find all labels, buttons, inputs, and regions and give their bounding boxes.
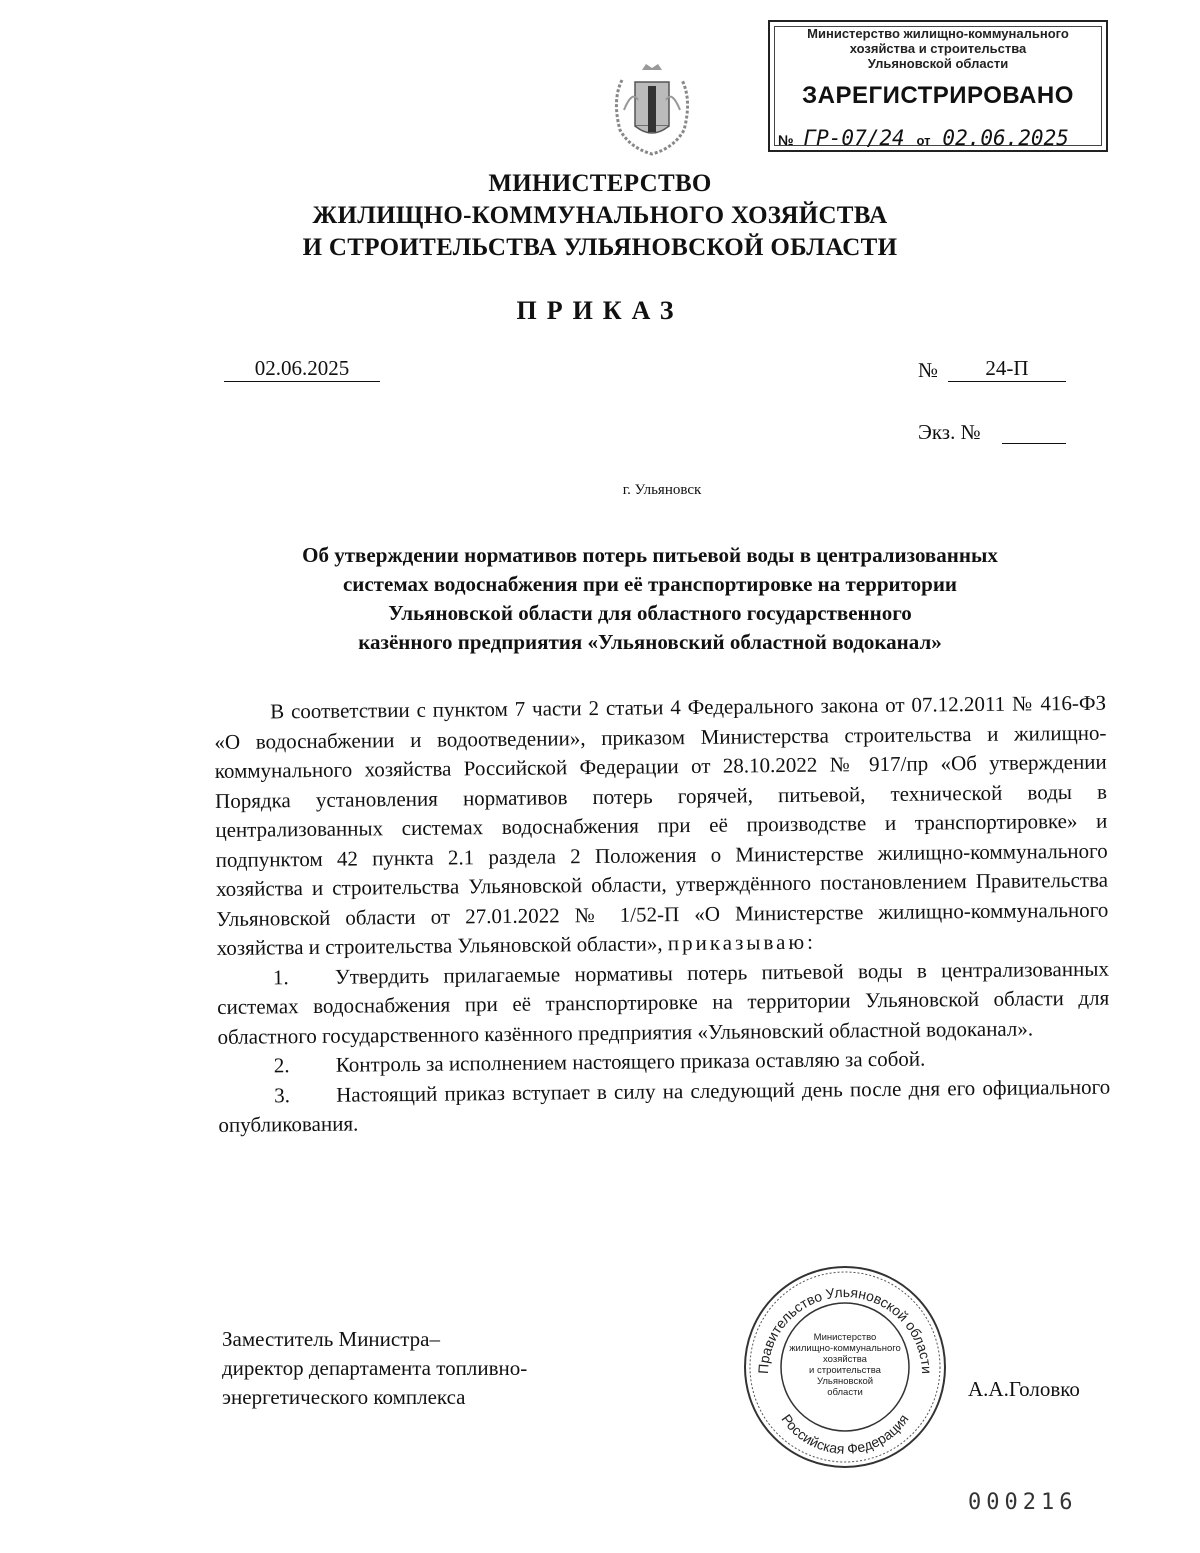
order-item-number: 2. [273, 1053, 290, 1078]
order-item-number: 3. [274, 1082, 291, 1107]
order-item [218, 1072, 1111, 1140]
order-item-text: Контроль за исполнением настоящего приказа оставляю за собой. [335, 1046, 926, 1077]
seal-inner-line: хозяйства [823, 1354, 867, 1365]
seal-inner-line: области [827, 1387, 863, 1398]
order-subject-line: казённого предприятия «Ульяновский областной водоканал» [358, 630, 942, 654]
signer-name: А.А.Головко [968, 1377, 1080, 1401]
order-word: приказываю: [667, 929, 817, 956]
organization-name-line: МИНИСТЕРСТВО [488, 170, 712, 197]
order-subject-line: Ульяновской области для областного государственного [388, 601, 912, 625]
order-subject-line: системах водоснабжения при её транспортировке на территории [342, 572, 958, 596]
serial-number: 000216 [968, 1490, 1078, 1515]
registration-number-label: № [778, 132, 794, 148]
seal-outer-bottom-text: Российская Федерация [778, 1411, 912, 1457]
registration-stamp [768, 20, 1108, 152]
order-preamble-text: В соответствии с пунктом 7 части 2 статьи 4 Федерального закона от 07.12.2011 № 416-ФЗ «О водоснабжении и водоотведении», приказом Министерства строительства и жилищно-коммунального хозяйства Российской Федерации от 28.10.2022 № 917/пр «Об утверждении Порядка установления нормативов потерь горячей, питьевой, технической воды в централизованных системах водоснабжения при её производстве и транспортировке» и подпунктом 42 пункта 2.1 раздела 2 Положения о Министерстве жилищно-коммунального хозяйства и строительства Ульяновской области, утверждённого постановлением Правительства Ульяновской области от 27.01.2022 № 1/52-П «О Министерстве жилищно-коммунального хозяйства и строительства Ульяновской области», [214, 690, 1109, 960]
order-item-text: Утвердить прилагаемые нормативы потерь питьевой воды в централизованных системах водоснабжения при её транспортировке на территории Ульяновской области для областного государственного казённого предприятия «Ульяновский областной водоканал». [217, 956, 1110, 1049]
registration-date-label: от [916, 133, 931, 148]
order-preamble [214, 689, 1109, 964]
registration-stamp-org [770, 26, 1106, 71]
registration-status: ЗАРЕГИСТРИРОВАНО [802, 82, 1074, 109]
order-item-number: 1. [272, 964, 289, 989]
registration-stamp-org-line: Министерство жилищно-коммунального [807, 26, 1069, 41]
order-number: 24-П [948, 356, 1066, 382]
seal-outer-top-text: Правительство Ульяновской области [754, 1283, 936, 1375]
ulyanovsk-coat-of-arms-icon [602, 60, 702, 160]
seal-inner-line: Ульяновской [816, 1376, 874, 1387]
seal-inner-line: и строительства [809, 1365, 881, 1376]
copy-number-label: Экз. № [918, 420, 981, 444]
registration-date: 02.06.2025 [936, 126, 1074, 151]
seal-inner-line: Министерство [813, 1332, 877, 1343]
order-item-text: Настоящий приказ вступает в силу на следующий день после дня его официального опубликования. [218, 1074, 1111, 1137]
city: г. Ульяновск [622, 482, 702, 498]
signer-position [222, 1325, 527, 1412]
seal-inner-line: жилищно-коммунального [789, 1343, 901, 1354]
order-item [217, 954, 1110, 1052]
order-number-label: № [918, 358, 939, 382]
organization-name [0, 168, 1200, 264]
signer-position-line: Заместитель Министра– [222, 1327, 440, 1351]
registration-number: ГР-07/24 [798, 126, 911, 151]
order-body [214, 689, 1111, 1141]
registration-stamp-org-line: Ульяновской области [867, 56, 1009, 71]
organization-name-line: ЖИЛИЩНО-КОММУНАЛЬНОГО ХОЗЯЙСТВА [312, 202, 888, 229]
document-type: ПРИКАЗ [516, 296, 684, 325]
organization-name-line: И СТРОИТЕЛЬСТВА УЛЬЯНОВСКОЙ ОБЛАСТИ [302, 234, 898, 261]
registration-number-row [778, 126, 1075, 150]
registration-stamp-org-line: хозяйства и строительства [849, 41, 1027, 56]
signer-position-line: энергетического комплекса [222, 1385, 466, 1409]
signer-position-line: директор департамента топливно- [222, 1356, 528, 1380]
copy-number-blank [1002, 442, 1066, 444]
order-subject [190, 541, 1110, 657]
order-date: 02.06.2025 [224, 356, 380, 382]
order-subject-line: Об утверждении нормативов потерь питьевой воды в централизованных [302, 543, 998, 567]
seal-inner-text [782, 1332, 908, 1398]
